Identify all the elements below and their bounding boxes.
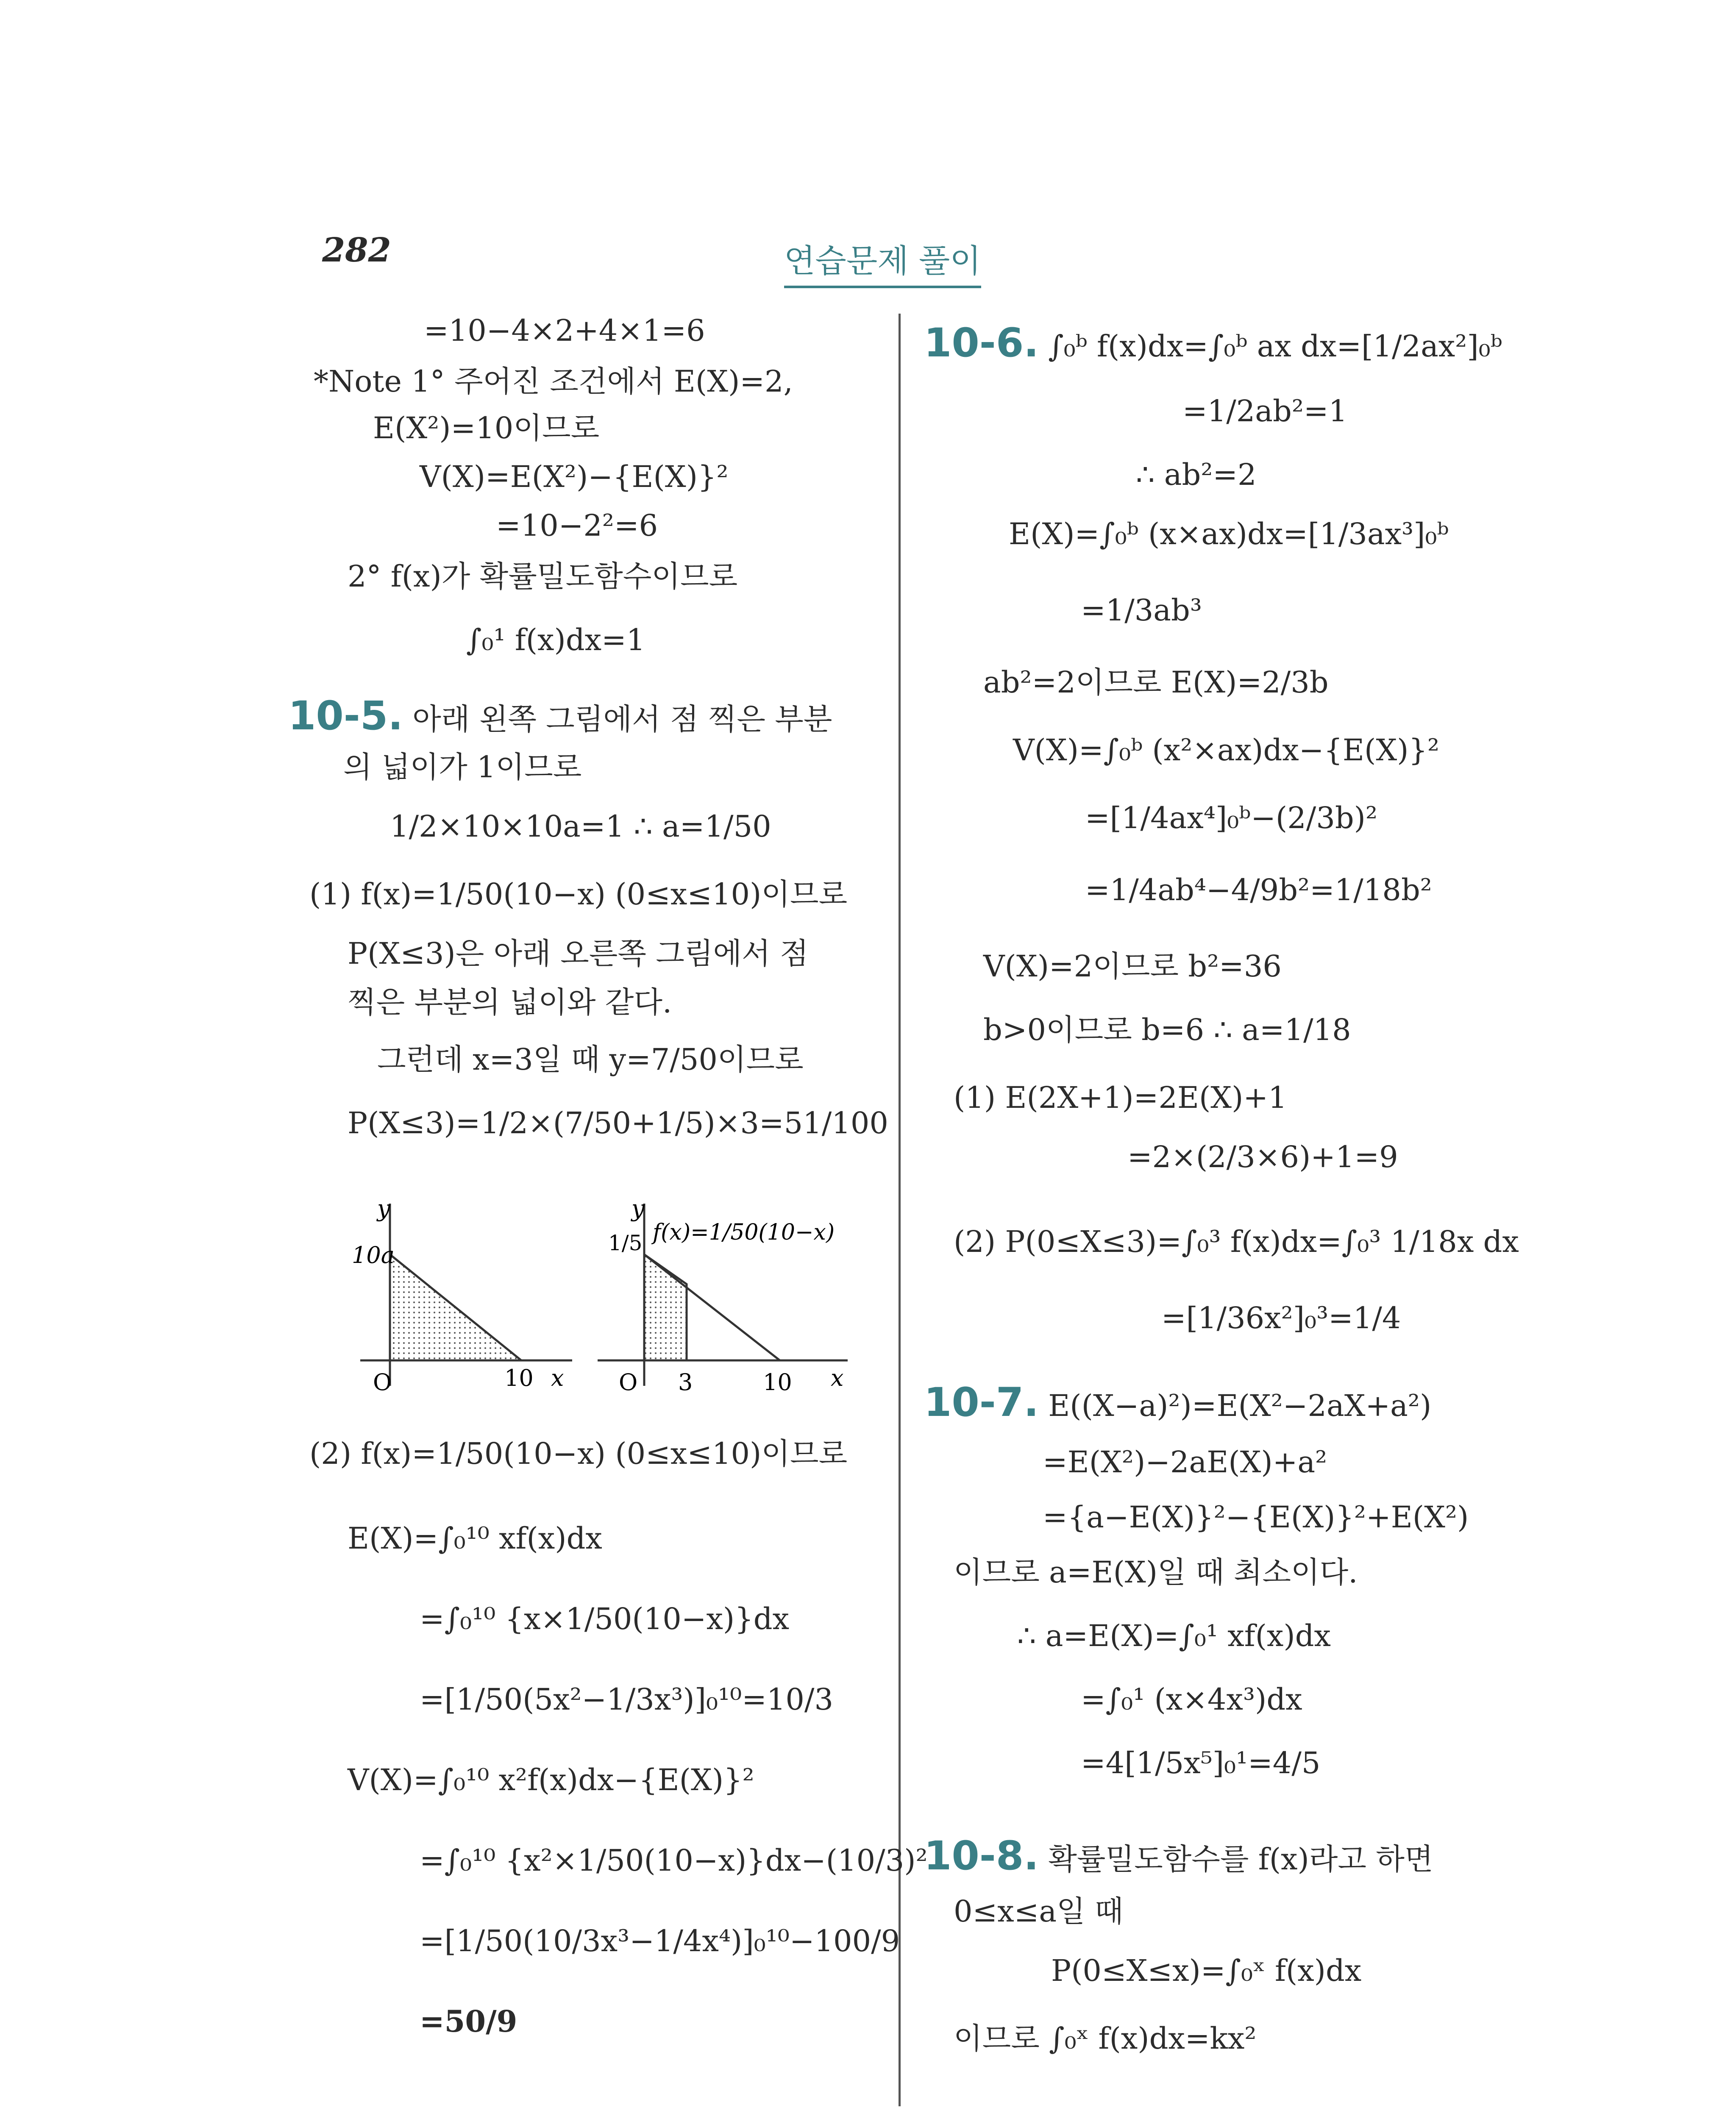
- eq-line: V(X)=2이므로 b²=36: [983, 949, 1282, 984]
- eq-line: =∫₀¹ (x×4x³)dx: [1081, 1682, 1302, 1717]
- eq-line: ∴ a=E(X)=∫₀¹ xf(x)dx: [1017, 1618, 1331, 1653]
- x-tick-label: 10: [504, 1365, 534, 1391]
- text-line: 찍은 부분의 넓이와 같다.: [348, 985, 672, 1020]
- function-label: f(x)=1/50(10−x): [653, 1220, 835, 1245]
- eq-line: 1/2×10×10a=1 ∴ a=1/50: [390, 809, 771, 844]
- x-tick-label: 10: [763, 1369, 792, 1396]
- part-1: (1) f(x)=1/50(10−x) (0≤x≤10)이므로: [309, 877, 848, 912]
- eq-line: P(X≤3)=1/2×(7/50+1/5)×3=51/100: [348, 1106, 888, 1140]
- eq-line: E(X²)=10이므로: [373, 411, 600, 445]
- page-header: 연습문제 풀이: [784, 235, 981, 288]
- y-axis-label: y: [632, 1199, 645, 1222]
- text-line: 0≤x≤a일 때: [954, 1894, 1124, 1929]
- y-tick-label: 1/5: [608, 1231, 643, 1255]
- text-line: 의 넓이가 1이므로: [343, 750, 582, 784]
- problem-number: 10-5.: [288, 693, 403, 739]
- problem-number: 10-6.: [924, 320, 1039, 366]
- problem-number: 10-7.: [924, 1379, 1039, 1426]
- eq-line: V(X)=E(X²)−{E(X)}²: [420, 459, 729, 494]
- eq-line: =1/3ab³: [1081, 593, 1202, 628]
- text-line: 이므로 a=E(X)일 때 최소이다.: [954, 1555, 1358, 1590]
- x-axis-label: x: [551, 1365, 564, 1391]
- eq-line: E(X)=∫₀¹⁰ xf(x)dx: [348, 1521, 602, 1556]
- graph-right: [593, 1199, 873, 1399]
- eq-line: 이므로 ∫₀ˣ f(x)dx=kx²: [954, 2021, 1257, 2056]
- eq-line: P(0≤X≤x)=∫₀ˣ f(x)dx: [1051, 1953, 1362, 1988]
- note-line: 2° f(x)가 확률밀도함수이므로: [348, 559, 738, 594]
- x-tick-label: 3: [678, 1369, 693, 1396]
- eq-line: =10−2²=6: [496, 508, 658, 543]
- eq-line: =1/2ab²=1: [1182, 394, 1348, 428]
- eq-line: =E(X²)−2aE(X)+a²: [1043, 1445, 1327, 1479]
- eq-line: =10−4×2+4×1=6: [424, 313, 705, 348]
- eq-line: =2×(2/3×6)+1=9: [1127, 1140, 1398, 1174]
- eq-line: E(X)=∫₀ᵇ (x×ax)dx=[1/3ax³]₀ᵇ: [1009, 517, 1449, 551]
- problem-number: 10-8.: [924, 1833, 1039, 1879]
- column-divider: [899, 314, 901, 2106]
- eq-line: ∫₀¹ f(x)dx=1: [466, 623, 645, 657]
- eq-line: V(X)=∫₀¹⁰ x²f(x)dx−{E(X)}²: [348, 1763, 754, 1797]
- eq-line: b>0이므로 b=6 ∴ a=1/18: [983, 1012, 1351, 1047]
- eq-line: V(X)=∫₀ᵇ (x²×ax)dx−{E(X)}²: [1013, 733, 1440, 768]
- x-axis-label: x: [831, 1365, 844, 1391]
- problem-10-8: 10-8. 확률밀도함수를 f(x)라고 하면: [924, 1833, 1433, 1879]
- eq-line: =50/9: [420, 2004, 517, 2039]
- eq-line: =4[1/5x⁵]₀¹=4/5: [1081, 1746, 1321, 1780]
- part-1: (1) E(2X+1)=2E(X)+1: [954, 1080, 1287, 1115]
- shaded-triangle: [390, 1254, 521, 1360]
- eq-line: ∴ ab²=2: [1136, 457, 1257, 492]
- y-axis-label: y: [377, 1199, 390, 1222]
- problem-10-5: 10-5. 아래 왼쪽 그림에서 점 찍은 부분: [288, 693, 832, 739]
- note-line: *Note 1° 주어진 조건에서 E(X)=2,: [314, 364, 793, 399]
- eq-line: ab²=2이므로 E(X)=2/3b: [983, 665, 1329, 700]
- text-line: 그런데 x=3일 때 y=7/50이므로: [377, 1042, 804, 1077]
- y-tick-label: 10a: [352, 1242, 395, 1268]
- eq-line: ={a−E(X)}²−{E(X)}²+E(X²): [1043, 1500, 1469, 1535]
- eq-line: =[1/36x²]₀³=1/4: [1161, 1301, 1401, 1335]
- origin-label: O: [619, 1369, 638, 1396]
- problem-10-6: 10-6. ∫₀ᵇ f(x)dx=∫₀ᵇ ax dx=[1/2ax²]₀ᵇ: [924, 320, 1502, 366]
- part-2: (2) P(0≤X≤3)=∫₀³ f(x)dx=∫₀³ 1/18x dx: [954, 1224, 1519, 1259]
- eq-line: =∫₀¹⁰ {x²×1/50(10−x)}dx−(10/3)²: [420, 1843, 928, 1878]
- eq-line: =1/4ab⁴−4/9b²=1/18b²: [1085, 873, 1432, 907]
- text-line: P(X≤3)은 아래 오른쪽 그림에서 점: [348, 936, 809, 971]
- problem-10-7: 10-7. E((X−a)²)=E(X²−2aX+a²): [924, 1379, 1432, 1426]
- eq-line: =[1/50(5x²−1/3x³)]₀¹⁰=10/3: [420, 1682, 834, 1717]
- part-2: (2) f(x)=1/50(10−x) (0≤x≤10)이므로: [309, 1436, 848, 1471]
- origin-label: O: [373, 1369, 392, 1396]
- page-number: 282: [322, 231, 391, 270]
- graph-left: [352, 1199, 589, 1399]
- eq-line: =∫₀¹⁰ {x×1/50(10−x)}dx: [420, 1602, 790, 1636]
- eq-line: =[1/50(10/3x³−1/4x⁴)]₀¹⁰−100/9: [420, 1924, 900, 1958]
- eq-line: =[1/4ax⁴]₀ᵇ−(2/3b)²: [1085, 801, 1378, 835]
